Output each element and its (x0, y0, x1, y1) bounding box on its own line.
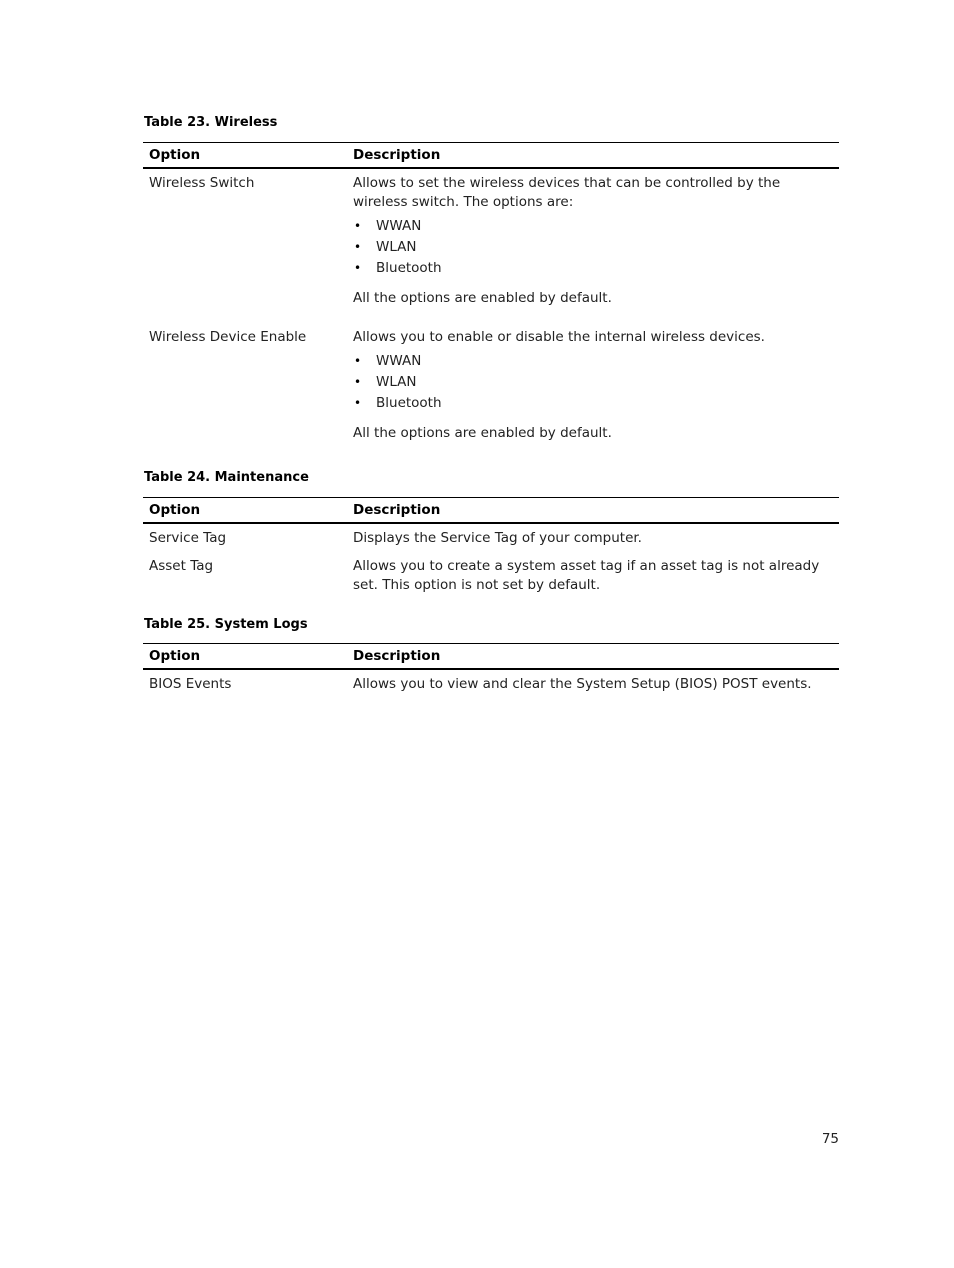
list-item: • WWAN (353, 216, 831, 237)
table-header (143, 644, 839, 670)
list-item: • Bluetooth (353, 393, 831, 414)
table-row (143, 174, 839, 308)
option-cell: Service Tag (149, 530, 227, 546)
header-option: Option (149, 147, 201, 163)
description-cell: Displays the Service Tag of your computer. (353, 530, 642, 546)
table-row (143, 328, 839, 443)
note-text: All the options are enabled by default. (353, 290, 612, 306)
table-header (143, 143, 839, 169)
header-option: Option (149, 502, 201, 518)
table-23-wireless (143, 142, 839, 443)
table-header (143, 498, 839, 524)
description-text: Allows you to enable or disable the internal wireless devices. (353, 329, 765, 345)
bullet-icon: • (354, 261, 362, 275)
description-cell (348, 328, 839, 443)
header-description: Description (353, 147, 441, 163)
description-cell: Allows you to create a system asset tag if an asset tag is not already set. This option is not set by default. (353, 558, 820, 593)
description-cell: Allows you to view and clear the System Setup (BIOS) POST events. (353, 676, 812, 692)
bullet-icon: • (354, 219, 362, 233)
bullet-icon: • (354, 354, 362, 368)
table-row (143, 529, 839, 548)
description-cell (348, 174, 839, 308)
list-item: • Bluetooth (353, 258, 831, 279)
table-24-caption: Table 24. Maintenance (144, 470, 309, 485)
list-item: • WLAN (353, 237, 831, 258)
description-text: Allows to set the wireless devices that can be controlled by the wireless switch. The options are: (353, 175, 781, 210)
option-cell: Asset Tag (149, 558, 214, 574)
note-text: All the options are enabled by default. (353, 425, 612, 441)
bullet-list (353, 216, 831, 279)
page-number: 75 (821, 1131, 839, 1147)
bullet-icon: • (354, 240, 362, 254)
bullet-icon: • (354, 375, 362, 389)
list-item: • WLAN (353, 372, 831, 393)
bullet-list (353, 351, 831, 414)
table-24-maintenance (143, 497, 839, 595)
option-cell: Wireless Switch (149, 175, 255, 191)
table-23-caption: Table 23. Wireless (144, 115, 278, 130)
header-option: Option (149, 648, 201, 664)
table-25-system-logs (143, 643, 839, 694)
table-25-caption: Table 25. System Logs (144, 617, 308, 632)
option-cell: Wireless Device Enable (149, 329, 307, 345)
bullet-icon: • (354, 396, 362, 410)
option-cell: BIOS Events (149, 676, 232, 692)
list-item: • WWAN (353, 351, 831, 372)
header-description: Description (353, 648, 441, 664)
table-row (143, 675, 839, 694)
table-row (143, 557, 839, 595)
header-description: Description (353, 502, 441, 518)
